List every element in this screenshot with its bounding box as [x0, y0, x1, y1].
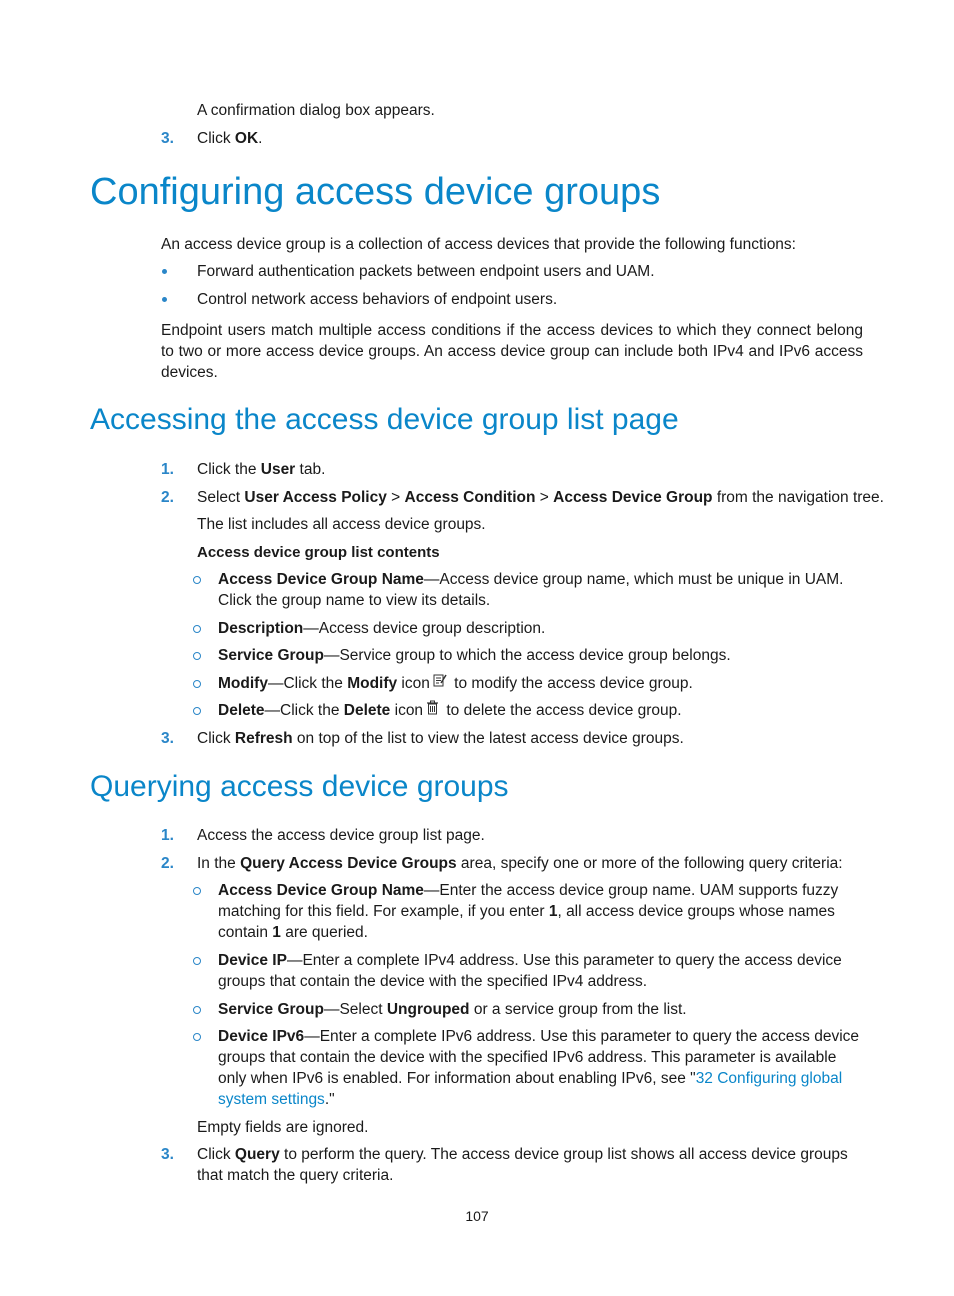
list-item: Service Group—Service group to which the access device group belongs. [218, 647, 731, 664]
step-number: 3. [161, 130, 174, 147]
step-click-refresh: Click Refresh on top of the list to view the latest access device groups. [197, 730, 684, 747]
bullet-item: Forward authentication packets between endpoint users and UAM. [197, 263, 655, 280]
list-item: Access Device Group Name—Enter the access device group name. UAM supports fuzzy matching for this field. For example, if you enter 1, all access device groups whose names contain 1 are queried. [218, 882, 839, 941]
page-number: 107 [465, 1208, 489, 1224]
step-number: 3. [161, 1146, 174, 1163]
step-number: 2. [161, 855, 174, 872]
description-paragraph: Endpoint users match multiple access conditions if the access devices to which they connect belong to two or more access device groups. An access device group can include both IPv4 and IPv6 access devices. [161, 322, 863, 381]
circle-bullet-icon [193, 957, 201, 965]
confirmation-text: A confirmation dialog box appears. [197, 102, 435, 119]
circle-bullet-icon [193, 1006, 201, 1014]
circle-bullet-icon [193, 652, 201, 660]
step-click-ok: Click OK. [197, 130, 263, 147]
step-click-query: Click Query to perform the query. The access device group list shows all access device groups that match the query criteria. [197, 1146, 848, 1184]
step-select-nav: Select User Access Policy > Access Condition > Access Device Group from the navigation tree. [197, 489, 884, 506]
list-item: Access Device Group Name—Access device group name, which must be unique in UAM. Click the group name to view its details. [218, 571, 844, 609]
intro-text: An access device group is a collection of access devices that provide the following functions: [161, 236, 796, 253]
step-number: 1. [161, 461, 174, 478]
step-click-user-tab: Click the User tab. [197, 461, 326, 478]
global-settings-link[interactable]: 32 Configuring global system settings [218, 1070, 843, 1108]
section-title-accessing: Accessing the access device group list page [90, 403, 679, 436]
circle-bullet-icon [193, 680, 201, 688]
step-number: 1. [161, 827, 174, 844]
list-item: Device IPv6—Enter a complete IPv6 address. Use this parameter to query the access device groups that contain the device with the specified IPv6 address. This parameter is available only when IPv6 is enabled. For information about enabling IPv6, see "32 Configuring global system settings." [218, 1028, 860, 1108]
circle-bullet-icon [193, 576, 201, 584]
contents-heading: Access device group list contents [197, 544, 440, 561]
bullet-item: Control network access behaviors of endpoint users. [197, 291, 558, 308]
circle-bullet-icon [193, 1033, 201, 1041]
section-title-configuring: Configuring access device groups [90, 171, 661, 213]
bullet-icon [162, 269, 167, 274]
step-number: 2. [161, 489, 174, 506]
step-number: 3. [161, 730, 174, 747]
circle-bullet-icon [193, 887, 201, 895]
circle-bullet-icon [193, 707, 201, 715]
list-note: The list includes all access device groups. [197, 516, 486, 533]
section-title-querying: Querying access device groups [90, 770, 509, 803]
delete-icon [426, 700, 439, 721]
bullet-icon [162, 297, 167, 302]
step-access-list: Access the access device group list page. [197, 827, 485, 844]
empty-fields-note: Empty fields are ignored. [197, 1119, 369, 1136]
circle-bullet-icon [193, 625, 201, 633]
list-item: Modify—Click the Modify icon to modify the access device group. [218, 673, 863, 694]
list-item: Device IP—Enter a complete IPv4 address. Use this parameter to query the access device groups that contain the device with the specified IPv4 address. [218, 952, 842, 990]
step-specify-criteria: In the Query Access Device Groups area, specify one or more of the following query criteria: [197, 855, 843, 872]
list-item: Description—Access device group description. [218, 620, 546, 637]
modify-icon [433, 673, 447, 694]
list-item: Service Group—Select Ungrouped or a service group from the list. [218, 1001, 687, 1018]
list-item: Delete—Click the Delete icon to delete the access device group. [218, 700, 863, 721]
